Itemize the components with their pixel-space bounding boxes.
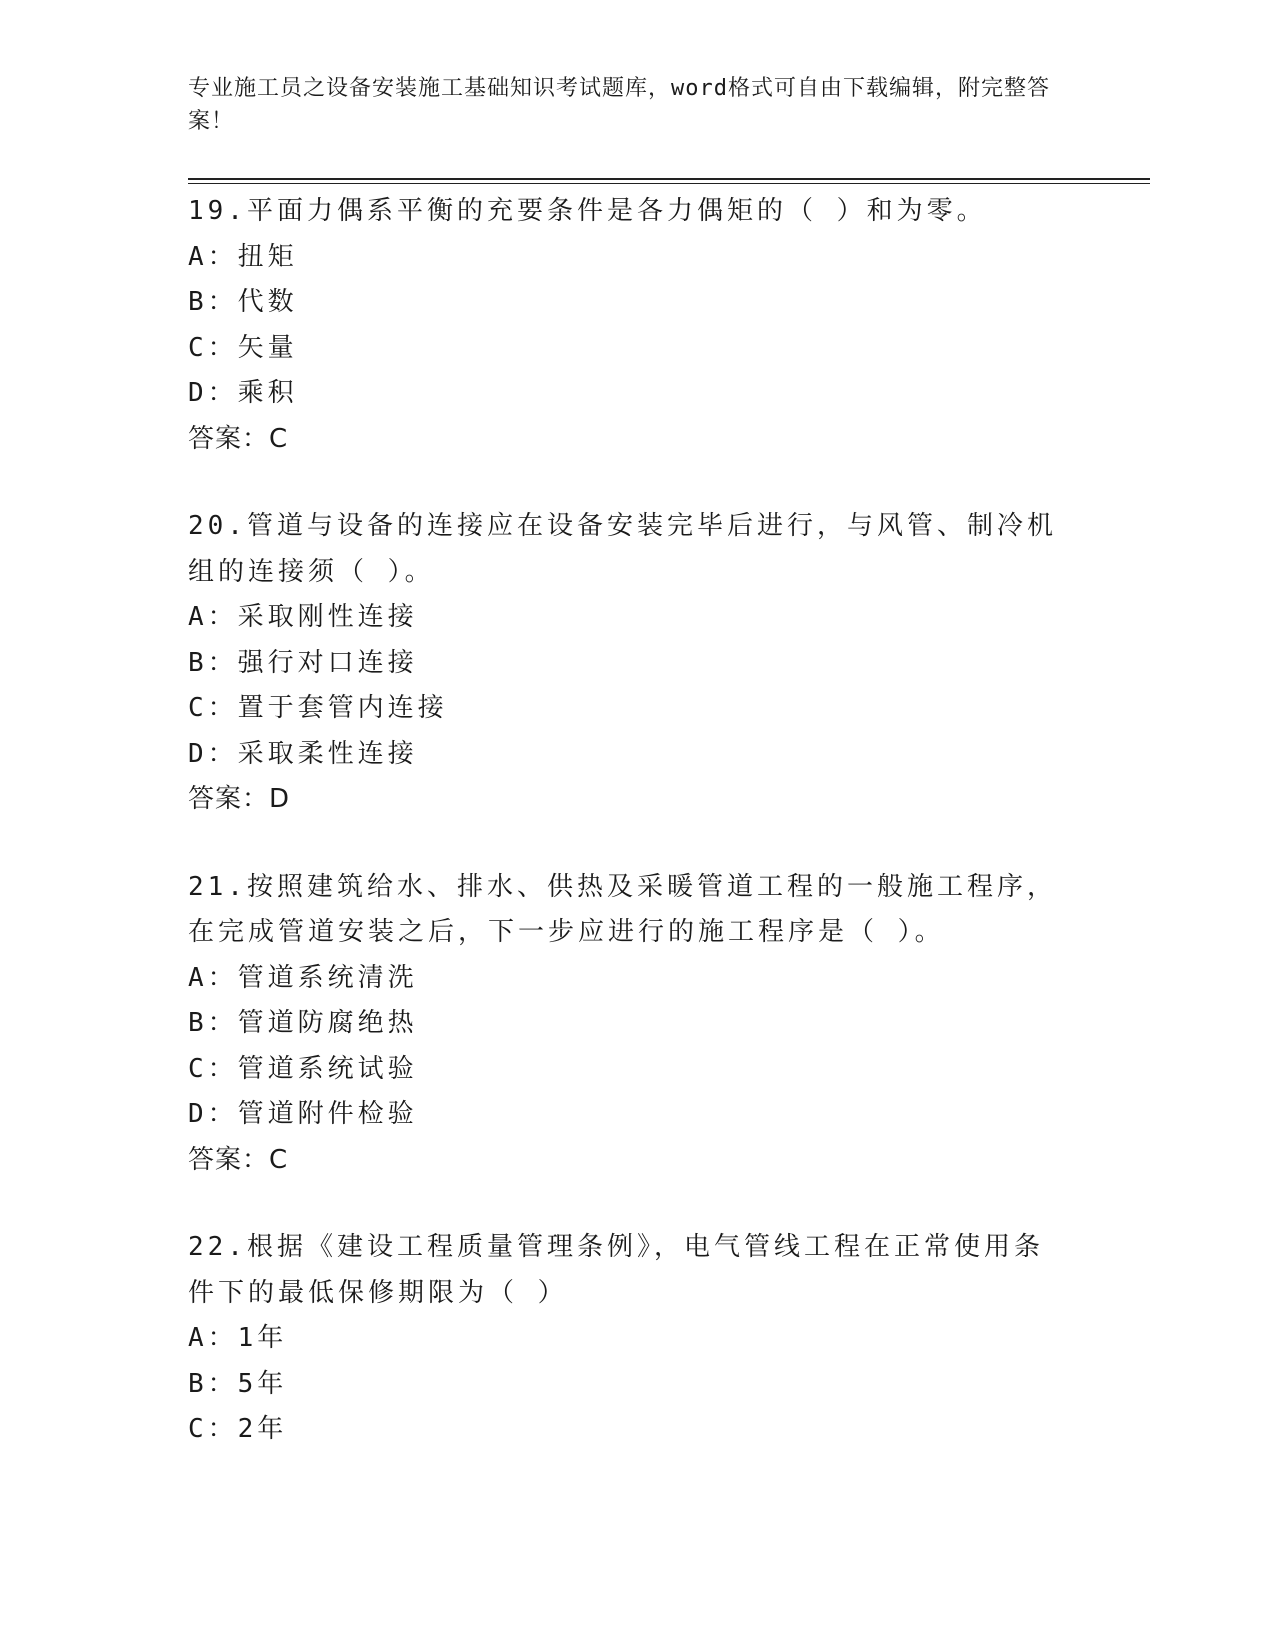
option-b: B：代数 [188,287,298,317]
option-a: A：采取刚性连接 [188,602,418,632]
option-d: D：乘积 [188,378,298,408]
option-b: B：5年 [188,1368,288,1399]
question-20 [188,504,1088,823]
header-rule-thick [188,178,1150,180]
option-c: C：管道系统试验 [188,1053,418,1084]
question-19 [188,189,1088,462]
question-stem: 22.根据《建设工程质量管理条例》，电气管线工程在正常使用条件下的最低保修期限为（ ） [188,1232,1044,1308]
option-d: D：采取柔性连接 [188,738,418,769]
answer-line: 答案：C [188,1144,289,1175]
option-a: A：1年 [188,1323,288,1353]
option-c: C：2年 [188,1414,288,1444]
option-c: C：矢量 [188,332,298,363]
option-c: C：置于套管内连接 [188,693,448,723]
option-b: B：强行对口连接 [188,647,418,678]
question-stem: 21.按照建筑给水、排水、供热及采暖管道工程的一般施工程序，在完成管道安装之后，下一步应进行的施工程序是（ ）。 [188,871,1057,947]
question-list [188,189,1088,1495]
document-header: 专业施工员之设备安装施工基础知识考试题库，word格式可自由下载编辑，附完整答案！ [188,76,1050,134]
question-22 [188,1225,1088,1453]
option-d: D：管道附件检验 [188,1099,418,1129]
option-b: B：管道防腐绝热 [188,1008,418,1038]
question-stem: 19.平面力偶系平衡的充要条件是各力偶矩的（ ）和为零。 [188,196,987,226]
option-a: A：管道系统清洗 [188,962,418,993]
answer-line: 答案：C [188,423,289,454]
question-stem: 20.管道与设备的连接应在设备安装完毕后进行，与风管、制冷机组的连接须（ ）。 [188,511,1057,587]
question-21 [188,865,1088,1184]
answer-line: 答案：D [188,784,291,814]
header-rule-thin [188,183,1150,184]
option-a: A：扭矩 [188,241,298,272]
